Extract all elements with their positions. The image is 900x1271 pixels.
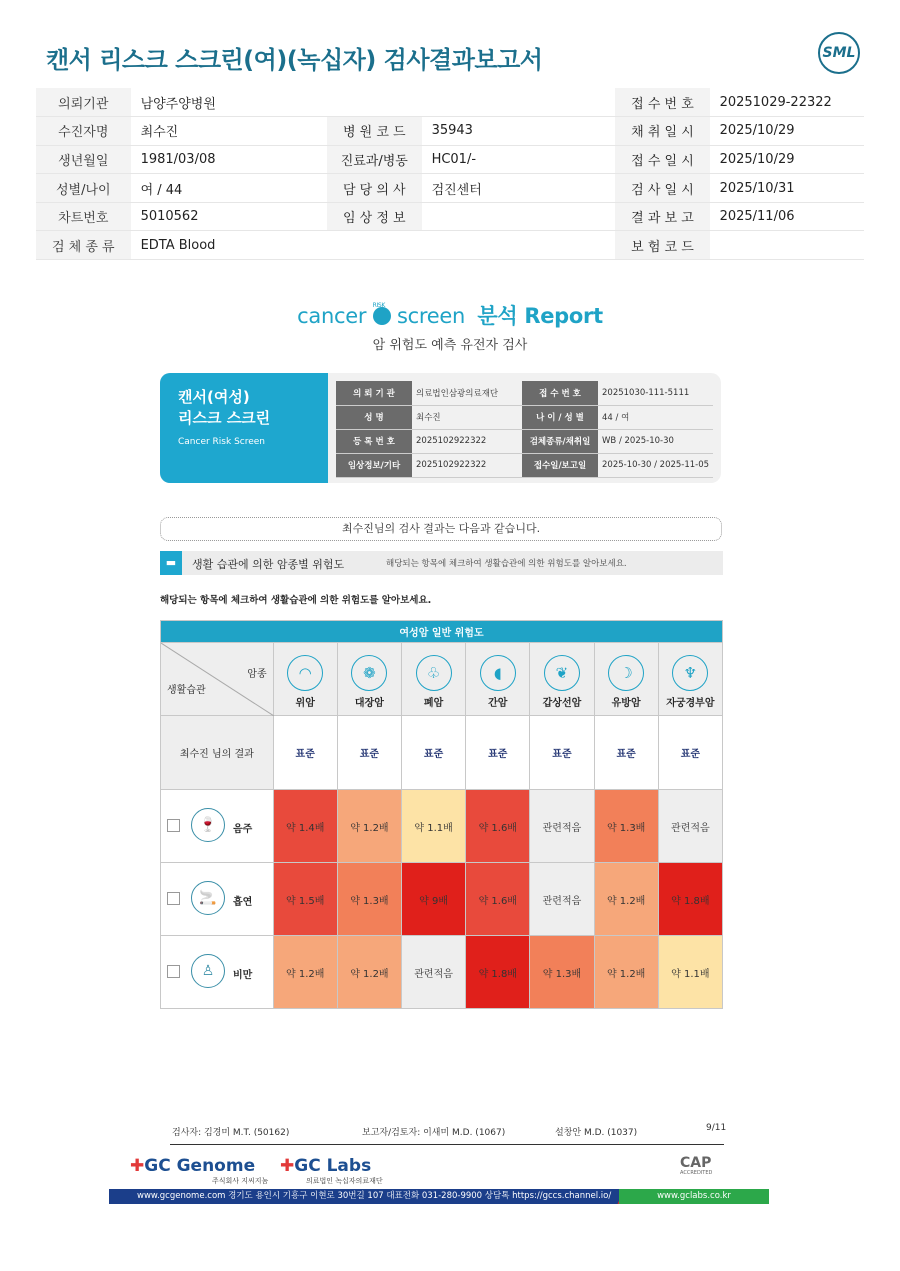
footer-bar [109, 1189, 769, 1204]
corner-cancer-label: 암종 [247, 669, 267, 680]
info-value: 1981/03/08 [131, 145, 327, 174]
card-title-2: 리스크 스크린 [178, 409, 271, 427]
risk-cell: 약 1.2배 [594, 936, 658, 1009]
cancer-name: 위암 [295, 697, 315, 709]
section-header [160, 551, 723, 575]
card-key: 성 명 [336, 405, 412, 429]
card-key: 접 수 번 호 [522, 381, 598, 405]
info-key [327, 231, 422, 260]
cancer-column-header [530, 643, 594, 716]
cancer-column-header [273, 643, 337, 716]
info-value: 최수진 [131, 117, 327, 146]
risk-grid [160, 620, 723, 1009]
habit-label-cell [161, 936, 274, 1009]
info-key: 검 체 종 류 [36, 231, 131, 260]
risk-cell: 약 1.3배 [530, 936, 594, 1009]
risk-cell: 관련적음 [401, 936, 465, 1009]
card-value: 20251030-111-5111 [598, 381, 713, 405]
card-value: 2025102922322 [412, 429, 522, 453]
info-key: 담 당 의 사 [327, 174, 422, 203]
cancer-column-header [401, 643, 465, 716]
bed-icon: ▬ [160, 551, 182, 575]
card-key: 의 뢰 기 관 [336, 381, 412, 405]
habit-name: 음주 [233, 824, 253, 835]
info-key [327, 88, 422, 117]
stomach-icon: ◠ [287, 655, 323, 691]
habit-label-cell [161, 863, 274, 936]
card-value: 44 / 여 [598, 405, 713, 429]
card-value: 2025-10-30 / 2025-11-05 [598, 453, 713, 477]
patient-info-table [36, 88, 864, 260]
card-value: 2025102922322 [412, 453, 522, 477]
corner-habit-label: 생활습관 [167, 685, 206, 696]
risk-cell: 약 1.2배 [337, 936, 401, 1009]
info-value: 검진센터 [422, 174, 616, 203]
gc-labs-cross-icon: ✚ [280, 1156, 295, 1176]
result-cell: 표준 [594, 716, 658, 790]
info-key: 수진자명 [36, 117, 131, 146]
info-key: 의뢰기관 [36, 88, 131, 117]
cancer-name: 간암 [488, 697, 508, 709]
habit-checkbox[interactable] [167, 892, 180, 905]
risk-cell: 약 1.3배 [594, 790, 658, 863]
info-value: 2025/10/31 [710, 174, 864, 203]
risk-cell: 약 1.5배 [273, 863, 337, 936]
cancer-name: 폐암 [423, 697, 444, 709]
card-brand-panel [160, 373, 328, 483]
info-key: 보 험 코 드 [615, 231, 709, 260]
signature-examiner: 검사자: 김경미 M.T. (50162) [172, 1128, 290, 1138]
uterus-icon: ♆ [672, 655, 708, 691]
smoking-icon: 🚬 [191, 881, 225, 915]
signature-reporter: 보고자/검토자: 이새미 M.D. (1067) [362, 1128, 506, 1138]
risk-cell: 약 1.1배 [401, 790, 465, 863]
page-number: 9/11 [706, 1123, 727, 1133]
footer-website: www.gclabs.co.kr [619, 1189, 769, 1204]
section-title: 생활 습관에 의한 암종별 위험도 [192, 558, 345, 571]
info-key: 병 원 코 드 [327, 117, 422, 146]
report-subtitle: 암 위험도 예측 유전자 검사 [372, 338, 528, 353]
report-brand [0, 300, 900, 330]
habit-label-cell [161, 790, 274, 863]
info-value: 35943 [422, 117, 616, 146]
result-cell: 표준 [273, 716, 337, 790]
risk-cell: 약 1.2배 [273, 936, 337, 1009]
risk-cell: 약 9배 [401, 863, 465, 936]
info-value: 2025/10/29 [710, 145, 864, 174]
brand-report: 분석 Report [477, 304, 603, 328]
info-key: 임 상 정 보 [327, 202, 422, 231]
info-value: 20251029-22322 [710, 88, 864, 117]
card-value: 최수진 [412, 405, 522, 429]
colon-icon: ❁ [351, 655, 387, 691]
grid-header: 여성암 일반 위험도 [161, 621, 723, 643]
info-value [710, 231, 864, 260]
info-key: 성별/나이 [36, 174, 131, 203]
risk-cell: 관련적음 [658, 790, 722, 863]
risk-cell: 약 1.1배 [658, 936, 722, 1009]
info-key: 접 수 일 시 [615, 145, 709, 174]
habit-row [161, 863, 723, 936]
gc-genome-text: GC Genome [144, 1156, 256, 1176]
instruction-note: 해당되는 항목에 체크하여 생활습관에 의한 위험도를 알아보세요. [160, 595, 432, 606]
info-value: HC01/- [422, 145, 616, 174]
info-key: 채 취 일 시 [615, 117, 709, 146]
card-key: 등 록 번 호 [336, 429, 412, 453]
report-title: 캔서 리스크 스크린(여)(녹십자) 검사결과보고서 [46, 46, 543, 74]
risk-cell: 관련적음 [530, 790, 594, 863]
result-cell: 표준 [530, 716, 594, 790]
habit-checkbox[interactable] [167, 965, 180, 978]
thyroid-icon: ❦ [544, 655, 580, 691]
info-value [422, 231, 616, 260]
habit-name: 흡연 [233, 897, 253, 908]
info-key: 차트번호 [36, 202, 131, 231]
info-value: 2025/10/29 [710, 117, 864, 146]
card-title-en: Cancer Risk Screen [178, 437, 266, 447]
result-cell: 표준 [337, 716, 401, 790]
footer-address: www.gcgenome.com 경기도 용인시 기흥구 이현로 30번길 107 대표전화 031-280-9900 상담톡 https://gccs.channel.io/ [137, 1191, 612, 1201]
habit-checkbox[interactable] [167, 819, 180, 832]
risk-cell: 약 1.8배 [466, 936, 530, 1009]
obesity-icon: ♙ [191, 954, 225, 988]
brand-cancer: cancer [297, 304, 367, 328]
summary-card [160, 373, 721, 483]
info-key: 접 수 번 호 [615, 88, 709, 117]
card-key: 검체종류/채취일 [522, 429, 598, 453]
info-key: 진료과/병동 [327, 145, 422, 174]
signature-reviewer: 설창안 M.D. (1037) [555, 1128, 638, 1138]
cancer-name: 갑상선암 [542, 697, 582, 709]
risk-cell: 약 1.6배 [466, 790, 530, 863]
cancer-column-header [658, 643, 722, 716]
grid-corner [161, 643, 274, 716]
risk-cell: 약 1.4배 [273, 790, 337, 863]
footer-divider [170, 1144, 724, 1145]
gc-cross-icon: ✚ [130, 1156, 145, 1176]
card-key: 접수일/보고일 [522, 453, 598, 477]
result-cell: 표준 [401, 716, 465, 790]
risk-cell: 관련적음 [530, 863, 594, 936]
info-value: 남양주양병원 [131, 88, 327, 117]
info-key: 검 사 일 시 [615, 174, 709, 203]
gc-labs-sub: 의료법인 녹십자의료재단 [306, 1177, 383, 1185]
habit-name: 비만 [233, 970, 253, 981]
gc-labs-text: GC Labs [294, 1156, 372, 1176]
brand-screen: screen [396, 304, 465, 328]
lung-icon: ♧ [416, 655, 452, 691]
habit-row [161, 936, 723, 1009]
sml-logo: SML [818, 32, 860, 74]
section-desc: 해당되는 항목에 체크하여 생활습관에 의한 위험도를 알아보세요. [386, 559, 627, 569]
info-value: EDTA Blood [131, 231, 327, 260]
card-info-table [336, 381, 713, 478]
cancer-column-header [594, 643, 658, 716]
cancer-name: 자궁경부암 [666, 697, 715, 709]
cap-sub: ACCREDITED [680, 1170, 713, 1176]
result-row-label: 최수진 님의 결과 [161, 716, 274, 790]
risk-cell: 약 1.2배 [337, 790, 401, 863]
risk-cell: 약 1.3배 [337, 863, 401, 936]
cancer-name: 대장암 [354, 697, 384, 709]
info-key: 결 과 보 고 [615, 202, 709, 231]
habit-row [161, 790, 723, 863]
info-value: 2025/11/06 [710, 202, 864, 231]
card-value: WB / 2025-10-30 [598, 429, 713, 453]
gc-genome-logo [130, 1156, 255, 1176]
gc-genome-sub: 주식회사 지씨지놈 [212, 1177, 269, 1185]
info-value [422, 88, 616, 117]
info-key: 생년월일 [36, 145, 131, 174]
risk-cell: 약 1.8배 [658, 863, 722, 936]
card-title-1: 캔서(여성) [178, 388, 250, 406]
risk-cell: 약 1.2배 [594, 863, 658, 936]
card-key: 나 이 / 성 별 [522, 405, 598, 429]
info-value [422, 202, 616, 231]
cancer-name: 유방암 [611, 697, 641, 709]
card-value: 의료법인삼광의료재단 [412, 381, 522, 405]
result-cell: 표준 [466, 716, 530, 790]
cap-logo: CAP [680, 1155, 712, 1171]
card-key: 임상정보/기타 [336, 453, 412, 477]
breast-icon: ☽ [608, 655, 644, 691]
liver-icon: ◖ [480, 655, 516, 691]
brand-risk: RISK [372, 302, 386, 309]
drinking-icon: 🍷 [191, 808, 225, 842]
gc-labs-logo [280, 1156, 371, 1176]
info-value: 5010562 [131, 202, 327, 231]
result-banner: 최수진님의 검사 결과는 다음과 같습니다. [160, 517, 722, 541]
brand-risk-icon [372, 302, 391, 325]
result-cell: 표준 [658, 716, 722, 790]
info-value: 여 / 44 [131, 174, 327, 203]
cancer-column-header [466, 643, 530, 716]
cancer-column-header [337, 643, 401, 716]
risk-cell: 약 1.6배 [466, 863, 530, 936]
